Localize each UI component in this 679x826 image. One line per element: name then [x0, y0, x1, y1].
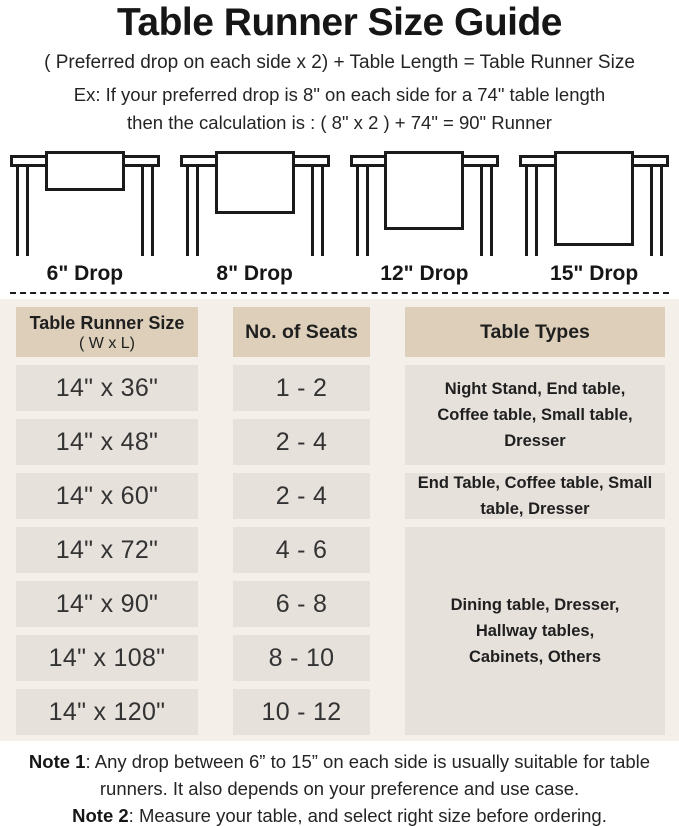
header-no-of-seats: No. of Seats: [233, 307, 370, 357]
table-leg-icon: [16, 166, 29, 256]
header-table-types: Table Types: [405, 307, 665, 357]
runner-drape-icon: [384, 151, 464, 230]
header-runner-size-sub: ( W x L): [79, 334, 135, 352]
table-types-text: End Table, Coffee table, Small table, Dresser: [417, 474, 653, 518]
example-line-1: Ex: If your preferred drop is 8" on each side for a 74" table length: [73, 84, 606, 105]
table-figure-6-drop: [0, 148, 170, 256]
drop-illustrations: [0, 148, 679, 256]
drop-label-15: 15" Drop: [550, 261, 639, 285]
example-line-2: then the calculation is : ( 8" x 2 ) + 74" = 90" Runner: [127, 112, 552, 133]
table-figure-15-drop: [509, 148, 679, 256]
seats-cell: 8 - 10: [233, 635, 370, 681]
note-2-label: Note 2: [72, 805, 129, 826]
table-types-cell-small: [405, 365, 665, 465]
seats-cell: 2 - 4: [233, 473, 370, 519]
dashed-divider: [10, 292, 669, 294]
table-leg-icon: [650, 166, 663, 256]
note-2-text: : Measure your table, and select right size before ordering.: [128, 805, 607, 826]
notes-section: [0, 748, 679, 826]
size-cell: 14" x 48": [16, 419, 198, 465]
size-cell: 14" x 90": [16, 581, 198, 627]
seats-cell: 10 - 12: [233, 689, 370, 735]
runner-drape-icon: [45, 151, 125, 191]
table-leg-icon: [186, 166, 199, 256]
table-leg-icon: [480, 166, 493, 256]
page-title-text: Table Runner Size Guide: [116, 1, 563, 44]
table-leg-icon: [356, 166, 369, 256]
table-figure-12-drop: [340, 148, 510, 256]
size-cell: 14" x 120": [16, 689, 198, 735]
table-types-text: Night Stand, End table, Coffee table, Small table, Dresser: [437, 380, 633, 450]
table-types-cell-medium: [405, 473, 665, 519]
size-cell: 14" x 36": [16, 365, 198, 411]
drop-labels-row: [0, 256, 679, 291]
header-runner-size-title: Table Runner Size: [29, 312, 185, 333]
seats-cell: 6 - 8: [233, 581, 370, 627]
note-1: [4, 748, 675, 802]
page-title: [0, 0, 679, 46]
seats-cell: 4 - 6: [233, 527, 370, 573]
drop-label-12: 12" Drop: [380, 261, 469, 285]
table-leg-icon: [311, 166, 324, 256]
size-cell: 14" x 108": [16, 635, 198, 681]
table-leg-icon: [141, 166, 154, 256]
size-guide-table: [0, 299, 679, 741]
drop-label-8: 8" Drop: [216, 261, 293, 285]
note-2: [4, 802, 675, 826]
size-cell: 14" x 72": [16, 527, 198, 573]
note-1-text: : Any drop between 6” to 15” on each side is usually suitable for table runners. It also depends on your preference and use case.: [85, 751, 651, 799]
seats-cell: 1 - 2: [233, 365, 370, 411]
seats-cell: 2 - 4: [233, 419, 370, 465]
table-leg-icon: [525, 166, 538, 256]
table-figure-8-drop: [170, 148, 340, 256]
size-cell: 14" x 60": [16, 473, 198, 519]
runner-drape-icon: [215, 151, 295, 214]
table-types-cell-large: [405, 527, 665, 735]
runner-drape-icon: [554, 151, 634, 246]
note-1-label: Note 1: [28, 751, 86, 772]
table-types-text: Dining table, Dresser, Hallway tables, Cabinets, Others: [450, 596, 620, 666]
formula-text: ( Preferred drop on each side x 2) + Table Length = Table Runner Size: [44, 52, 635, 73]
header-runner-size: [16, 307, 198, 357]
drop-label-6: 6" Drop: [46, 261, 124, 285]
